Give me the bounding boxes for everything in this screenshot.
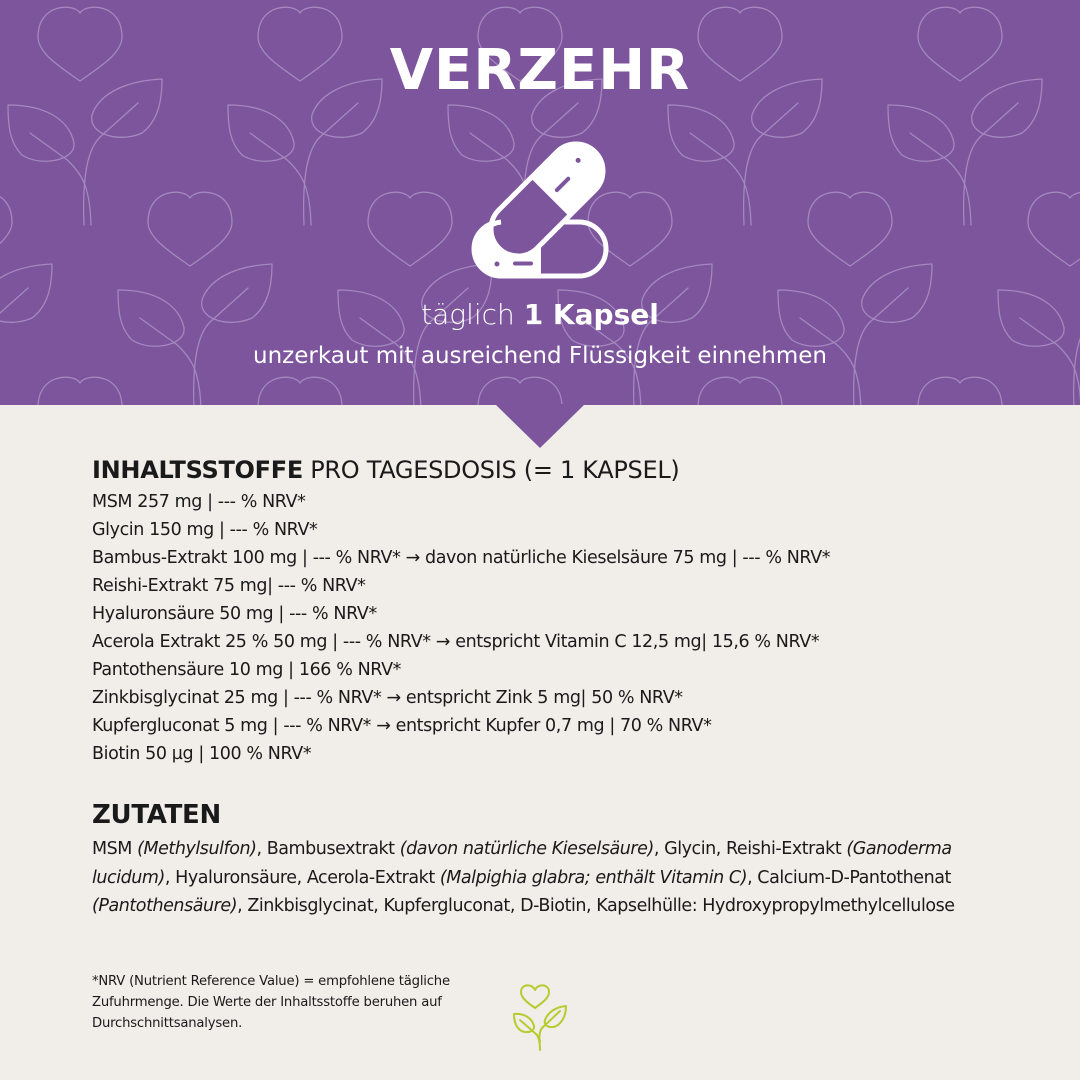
zutaten-part-italic: (Methylsulfon) [137,839,257,859]
consumption-banner [0,0,1080,405]
ingredients-heading [92,454,1012,486]
capsule-icon [465,128,615,283]
ingredient-item: Zinkbisglycinat 25 mg | --- % NRV* → entspricht Zink 5 mg| 50 % NRV* [92,688,683,708]
nrv-footnote: *NRV (Nutrient Reference Value) = empfohlene tägliche Zufuhrmenge. Die Werte der Inhaltsstoffe beruhen auf Durchschnittsanalysen. [92,974,450,1031]
ingredient-item: Kupfergluconat 5 mg | --- % NRV* → entspricht Kupfer 0,7 mg | 70 % NRV* [92,716,712,736]
ingredient-item: Hyaluronsäure 50 mg | --- % NRV* [92,604,377,624]
banner-pointer [495,404,585,448]
zutaten-part: , Bambusextrakt [256,839,400,859]
zutaten-part: , Glycin, Reishi-Extrakt [653,839,847,859]
dose-prefix: täglich [421,298,524,331]
zutaten-heading: ZUTATEN [92,800,221,830]
content-section [92,454,1012,921]
heart-plant-icon [508,978,572,1052]
page-title: VERZEHR [389,38,691,103]
ingredient-item: Acerola Extrakt 25 % 50 mg | --- % NRV* → entspricht Vitamin C 12,5 mg| 15,6 % NRV* [92,632,820,652]
ingredients-heading-bold: INHALTSSTOFFE [92,456,303,484]
zutaten-part: MSM [92,839,138,859]
ingredients-list [92,488,1012,768]
zutaten-part-italic: (Pantothensäure) [92,896,238,916]
ingredient-item: Biotin 50 µg | 100 % NRV* [92,744,312,764]
ingredient-item: Reishi-Extrakt 75 mg| --- % NRV* [92,576,366,596]
ingredient-item: MSM 257 mg | --- % NRV* [92,492,306,512]
zutaten-part: , Hyaluronsäure, Acerola-Extrakt [164,867,440,888]
zutaten-part-italic: (Malpighia glabra; enthält Vitamin C) [439,867,748,888]
ingredients-heading-rest: PRO TAGESDOSIS (= 1 KAPSEL) [302,456,680,484]
zutaten-part: , Calcium-D-Pantothenat [747,867,951,888]
ingredient-item: Glycin 150 mg | --- % NRV* [92,520,318,540]
zutaten-part-italic: (Ganoderma lucidum) [92,839,952,888]
intake-instruction: unzerkaut mit ausreichend Flüssigkeit einnehmen [253,343,827,369]
zutaten-part: , Zinkbisglycinat, Kupfergluconat, D-Biotin, Kapselhülle: Hydroxypropylmethylcellulose [237,896,955,916]
zutaten-text [92,835,992,921]
zutaten-part-italic: (davon natürliche Kieselsäure) [399,839,654,859]
dose-amount: 1 Kapsel [523,298,659,331]
ingredient-item: Bambus-Extrakt 100 mg | --- % NRV* → davon natürliche Kieselsäure 75 mg | --- % NRV* [92,548,831,568]
dose-line [0,298,1080,331]
ingredient-item: Pantothensäure 10 mg | 166 % NRV* [92,660,402,680]
